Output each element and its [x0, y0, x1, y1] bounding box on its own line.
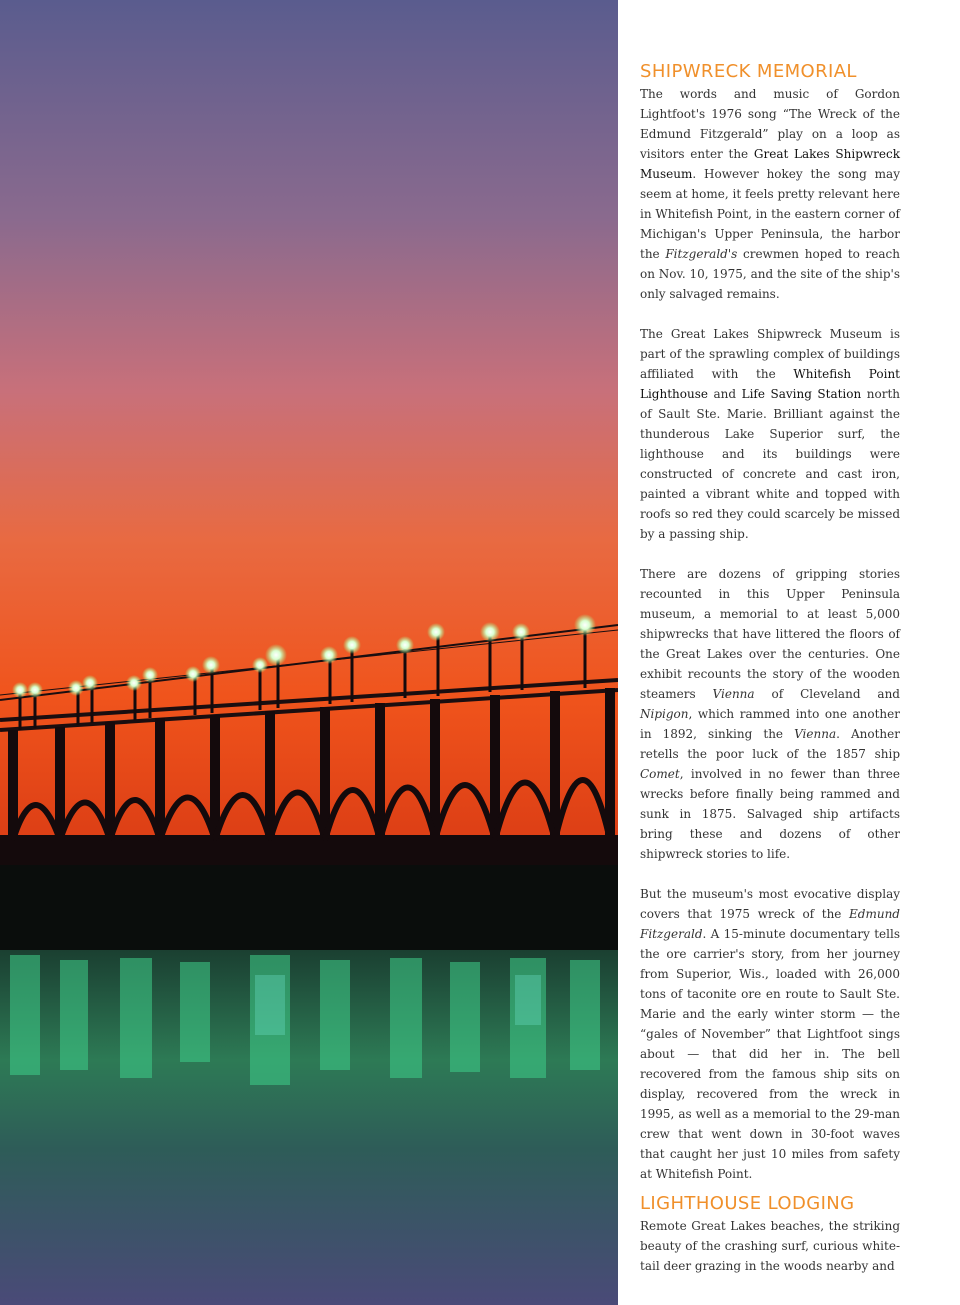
paragraph: But the museum's most evocative display covers that 1975 wreck of the Edmund Fitzgerald. A 15-minute documentary tells the ore carrier's story, from her journey from Superior, Wis., loaded with 26,000 tons of taconite ore en route to Sault Ste. Marie and the early winter storm — the “gales of November” that Lightfoot sings about — that did her in. The bell recovered from the famous ship sits on display, recovered from the wreck in 1995, as well as a memorial to the 29-man crew that went down in 30-foot waves that caught her just 10 miles from safety at Whitefish Point.: [640, 887, 900, 1181]
section-heading: SHIPWRECK MEMORIAL: [640, 61, 857, 82]
section-heading: LIGHTHOUSE LODGING: [640, 1193, 855, 1214]
paragraph: The Great Lakes Shipwreck Museum is part of the sprawling complex of buildings affiliated with the Whitefish Point Lighthouse and Life Saving Station north of Sault Ste. Marie. Brilliant against the thunderous Lake Superior surf, the lighthouse and its buildings were constructed of concrete and cast iron, painted a vibrant white and topped with roofs so red they could scarcely be missed by a passing ship.: [640, 327, 900, 541]
paragraph: There are dozens of gripping stories recounted in this Upper Peninsula museum, a memorial to at least 5,000 shipwrecks that have littered the floors of the Great Lakes over the centuries. One exhibit recounts the story of the wooden steamers Vienna of Cleveland and Nipigon, which rammed into one another in 1892, sinking the Vienna. Another retells the poor luck of the 1857 ship Comet, involved in no fewer than three wrecks before finally being rammed and sunk in 1875. Salvaged ship artifacts bring these and dozens of other shipwreck stories to life.: [640, 567, 900, 861]
article-column: [640, 60, 900, 1296]
paragraph: The words and music of Gordon Lightfoot's 1976 song “The Wreck of the Edmund Fitzgerald” play on a loop as visitors enter the Great Lakes Shipwreck Museum. However hokey the song may seem at home, it feels pretty relevant here in Whitefish Point, in the eastern corner of Michigan's Upper Peninsula, the harbor the Fitzgerald's crewmen hoped to reach on Nov. 10, 1975, and the site of the ship's only salvaged remains.: [640, 87, 901, 301]
paragraph: Remote Great Lakes beaches, the striking beauty of the crashing surf, curious white-tail deer grazing in the woods nearby and: [640, 1219, 900, 1273]
